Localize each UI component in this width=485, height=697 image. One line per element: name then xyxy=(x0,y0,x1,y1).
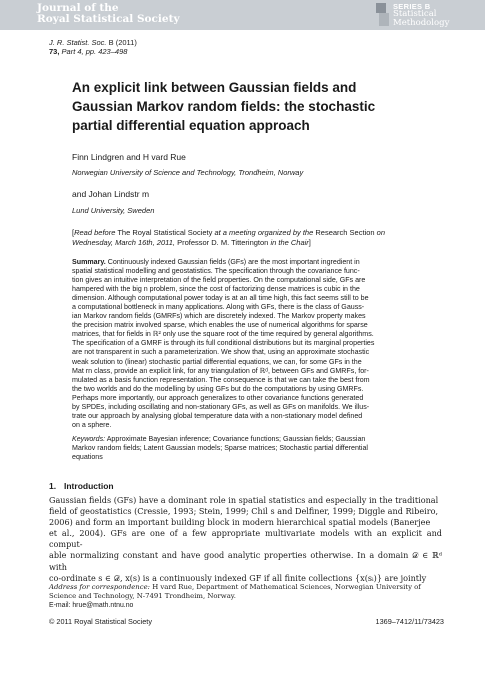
summary-line: ian Markov random fields (GMRFs) which are discretely indexed. The Markov property makes xyxy=(72,312,366,321)
summary-line: a computational bottleneck in many applications. Along with GFs, there is the class of Gauss- xyxy=(72,303,365,312)
summary-line: the two worlds and do the modelling by using GFs but do the computations by using GMRFs. xyxy=(72,384,364,393)
keywords-line: equations xyxy=(72,453,103,462)
author-affiliation: Lund University, Sweden xyxy=(72,206,155,215)
summary-line: by SPDEs, including oscillating and non-stationary GFs, as well as GFs on manifolds. We illus- xyxy=(72,402,370,411)
author-names: Finn Lindgren and H vard Rue xyxy=(72,152,186,162)
body-line: Gaussian fields (GFs) have a dominant role in spatial statistics and especially in the traditional xyxy=(49,495,439,505)
summary-line: Mat rn class, provide an explicit link, for any triangulation of ℝᵈ, between GFs and GMRFs, for- xyxy=(72,366,369,375)
page-footer xyxy=(49,617,444,626)
body-line: 2006) and form an important building block in modern hierarchical spatial models (Banerjee xyxy=(49,517,431,528)
summary-line: weak solution to (linear) stochastic partial differential equations, we can, for some GFs in the xyxy=(72,357,362,366)
issn: 1369–7412/11/73423 xyxy=(375,617,444,626)
series-logo xyxy=(376,1,476,29)
journal-banner xyxy=(0,0,485,30)
body-line: co-ordinate s ∈ 𝒟, x(s) is a continuously indexed GF if all finite collections {x(sᵢ)} are jointly xyxy=(49,572,427,583)
body-line: et al., 2004). GFs are one of a few appropriate multivariate models with an explicit and comput- xyxy=(49,528,442,550)
summary-line: on a sphere. xyxy=(72,420,112,429)
summary-line: spatial statistical modelling and geostatistics. The specification through the covariance func- xyxy=(72,267,360,276)
summary-line: hampered with the big n problem, since the cost of factorizing dense matrices is cubic in the xyxy=(72,285,360,294)
summary: Summary. Continuously indexed Gaussian fields (GFs) are the most important ingredient in spatial statistical modelling and geostatistics. The specification through the covariance func- tion gives an intuitive interpretation of the field properties. On the computational side, GFs are hampered with the big n problem, since the cost of factorizing dense matrices is cubic in the dimension. Although computational power today is at an all time high, this fact seems still to be a computational bottleneck in many applications. Along with GFs, there is the class of Gauss- ian Markov random fields (GMRFs) which are discretely indexed. The Markov property makes the precision matrix involved sparse, which enables the use of numerical algorithms for sparse matrices, that for fields in ℝ² only use the square root of the time required by general algorithms. The specification of a GMRF is through its full conditional distributions but its marginal properties are not transparent in such a parameterization. We show that, using an approximate stochastic weak solution to (linear) stochastic partial differential equations, we can, for some GFs in the Mat rn class, provide an explicit link, for any triangulation of ℝᵈ, between GFs and GMRFs, for- mulated as a basis function representation. The consequence is that we can take the best from the two worlds and do the modelling by using GFs but do the computations by using GMRFs. Perhaps more importantly, our approach generalizes to other covariance functions generated by SPDEs, including oscillating and non-stationary GFs, as well as GFs on manifolds. We illus- trate our approach by analysing global temperature data with a non-stationary model defined on a sphere. xyxy=(72,258,445,430)
body-line: field of geostatistics (Cressie, 1993; Stein, 1999; Chil s and Delfiner, 1999; Diggle and Ribeiro, xyxy=(49,506,439,517)
body-text xyxy=(49,495,442,584)
summary-line: trate our approach by analysing global temperature data with a non-stationary model defined xyxy=(72,411,363,420)
keywords: Keywords: Approximate Bayesian inference; Covariance functions; Gaussian fields; Gaussian Markov random fields; Latent Gaussian models; Sparse matrices; Stochastic partial differential equations xyxy=(72,435,445,462)
series-b-icon xyxy=(376,3,389,27)
summary-line: the precision matrix involved sparse, which enables the use of numerical algorithms for sparse xyxy=(72,321,368,330)
keywords-heading: Keywords: xyxy=(72,435,106,443)
summary-line: matrices, that for fields in ℝ² only use the square root of the time required by general algorithms. xyxy=(72,330,374,339)
series-name: Statistical Methodology xyxy=(393,9,450,28)
correspondence-address: Address for correspondence: H vard Rue, Department of Mathematical Sciences, Norwegian University of Science and Technology, N-7491 Trondheim, Norway. E-mail: hrue@math.ntnu.no xyxy=(49,583,444,610)
journal-name xyxy=(37,3,180,25)
author-names: and Johan Lindstr m xyxy=(72,189,150,199)
summary-line: tion gives an intuitive interpretation of the field properties. On the computational side, GFs are xyxy=(72,276,366,285)
author-affiliation: Norwegian University of Science and Technology, Trondheim, Norway xyxy=(72,168,304,177)
citation: J. R. Statist. Soc. B (2011) 73, Part 4, pp. 423–498 xyxy=(49,38,137,56)
section-heading xyxy=(49,481,114,491)
summary-line: dimension. Although computational power today is at an all time high, this fact seems still to be xyxy=(72,294,369,303)
email-address: E-mail: hrue@math.ntnu.no xyxy=(49,602,134,609)
copyright: © 2011 Royal Statistical Society xyxy=(49,617,152,626)
journal-name-line1: Journal of the xyxy=(37,2,119,14)
series-label: SERIES B xyxy=(393,2,431,11)
paper-title: An explicit link between Gaussian fields and Gaussian Markov random fields: the stochastic partial differential equation approach xyxy=(72,80,376,133)
journal-name-line2: Royal Statistical Society xyxy=(37,13,180,25)
body-line: able normalizing constant and have good analytic properties otherwise. In a domain 𝒟 ∈ ℝᵈ with xyxy=(49,550,442,572)
summary-heading: Summary. xyxy=(72,258,106,266)
read-before-note: [Read before The Royal Statistical Society at a meeting organized by the Research Section on Wednesday, March 16th, 2011, Professor D. M. Titterington in the Chair] xyxy=(72,228,385,247)
summary-line: mulated as a basis function representation. The consequence is that we can take the best from xyxy=(72,375,370,384)
section-title: Introduction xyxy=(64,481,114,491)
summary-line: Perhaps more importantly, our approach generalizes to other covariance functions generated xyxy=(72,393,364,402)
summary-line: The specification of a GMRF is through its full conditional distributions but its marginal properties xyxy=(72,339,375,348)
section-number: 1. xyxy=(49,481,57,491)
summary-line: are not transparent in such a parameterization. We show that, using an approximate stochastic xyxy=(72,348,370,357)
keywords-line: Markov random fields; Latent Gaussian models; Sparse matrices; Stochastic partial differential xyxy=(72,444,368,453)
